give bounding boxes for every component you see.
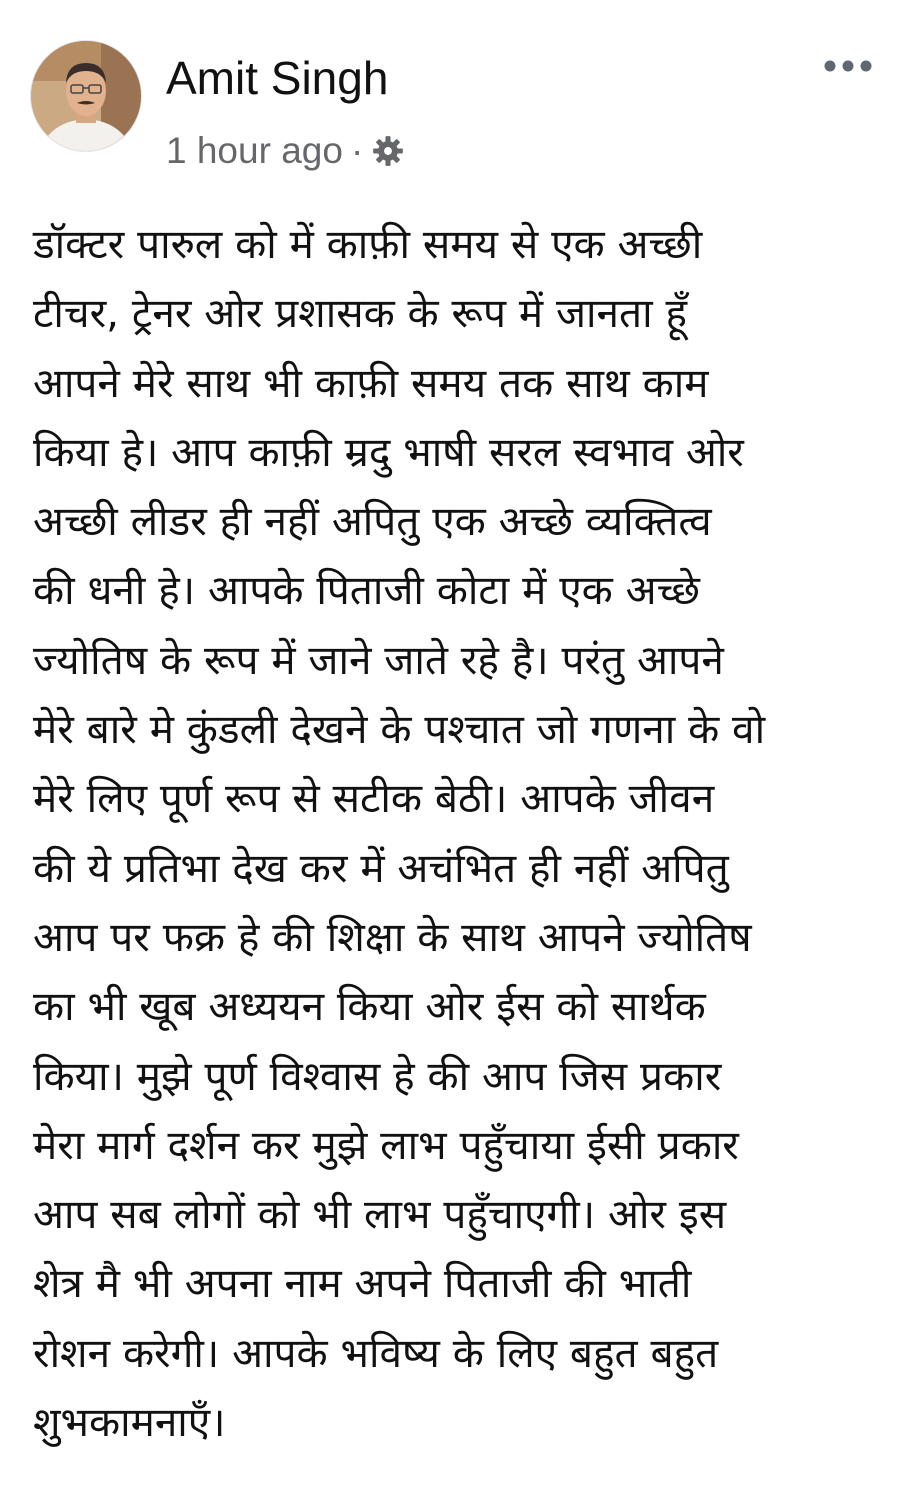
- more-options-button[interactable]: [816, 46, 880, 86]
- post-header: [0, 0, 920, 190]
- avatar[interactable]: [30, 40, 142, 152]
- post-meta: [166, 126, 405, 176]
- gear-icon[interactable]: [371, 134, 405, 168]
- meta-separator: ·: [350, 130, 364, 171]
- post-text: डॉक्टर पारुल को में काफ़ी समय से एक अच्छी टीचर, ट्रेनर ओर प्रशासक के रूप में जानता हूँ आपने मेरे साथ भी काफ़ी समय तक साथ काम किया हे। आप काफ़ी म्रदु भाषी सरल स्वभाव ओर अच्छी लीडर ही नहीं अपितु एक अच्छे व्यक्तित्व की धनी हे। आपके पिताजी कोटा में एक अच्छे ज्योतिष के रूप में जाने जाते रहे है। परंतु आपने मेरे बारे मे कुंडली देखने के पश्चात जो गणना के वो मेरे लिए पूर्ण रूप से सटीक बेठी। आपके जीवन की ये प्रतिभा देख कर में अचंभित ही नहीं अपितु आप पर फक्र हे की शिक्षा के साथ आपने ज्योतिष का भी खूब अध्ययन किया ओर ईस को सार्थक किया। मुझे पूर्ण विश्वास हे की आप जिस प्रकार मेरा मार्ग दर्शन कर मुझे लाभ पहुँचाया ईसी प्रकार आप सब लोगों को भी लाभ पहुँचाएगी। ओर इस शेत्र मै भी अपना नाम अपने पिताजी की भाती रोशन करेगी। आपके भविष्य के लिए बहुत बहुत शुभकामनाएँ।: [33, 220, 766, 1447]
- timestamp[interactable]: 1 hour ago: [166, 130, 343, 171]
- more-options-icon: [816, 56, 880, 76]
- avatar-photo: [31, 41, 141, 151]
- author-name[interactable]: Amit Singh: [166, 52, 389, 104]
